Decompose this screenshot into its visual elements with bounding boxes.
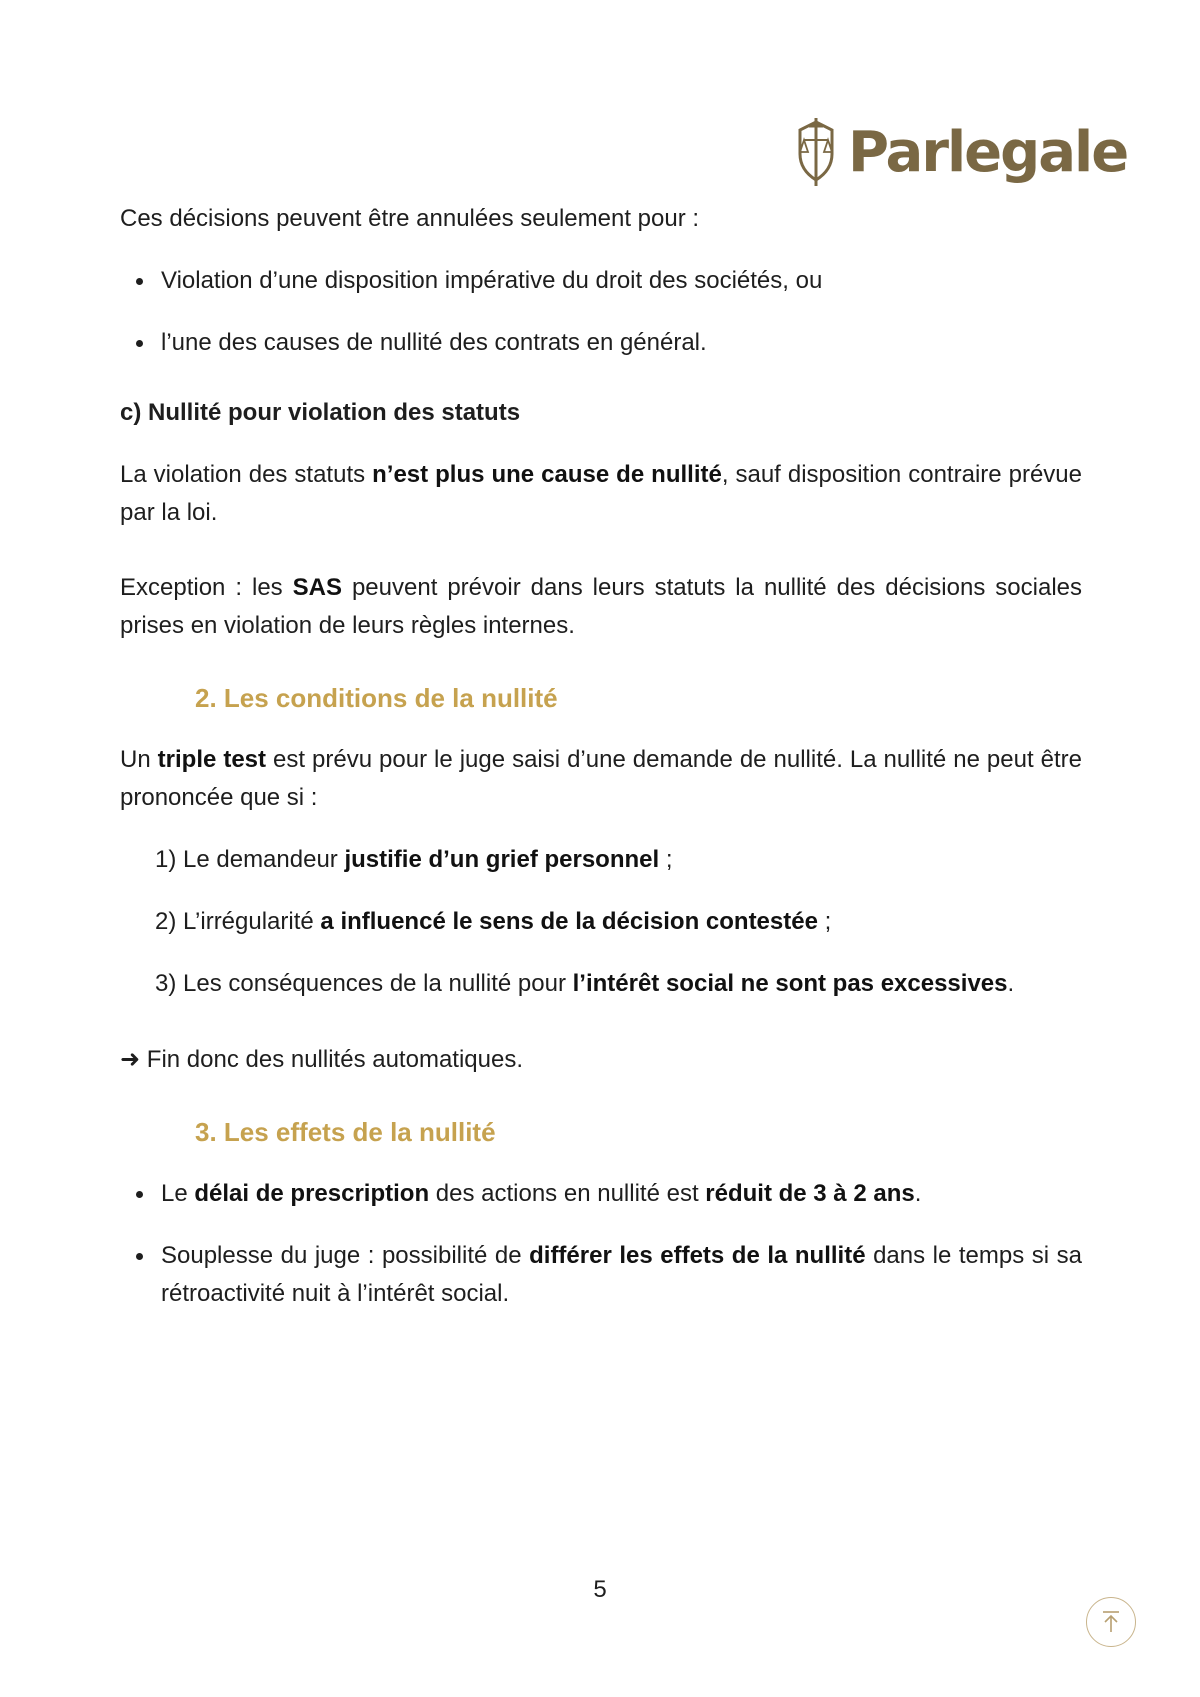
intro-paragraph: Ces décisions peuvent être annulées seulement pour : — [120, 205, 700, 232]
text-run: Un — [120, 746, 158, 773]
list-item: l’une des causes de nullité des contrats en général. — [120, 324, 1082, 362]
effects-list — [120, 1175, 1082, 1313]
exception-paragraph — [120, 569, 1082, 645]
list-item — [120, 1175, 1082, 1213]
bold-text: a influencé le sens de la décision contestée — [320, 908, 818, 935]
text-run: 1) Le demandeur — [155, 846, 345, 873]
text-run: 2) L’irrégularité — [155, 908, 321, 935]
page-number: 5 — [593, 1576, 607, 1603]
list-item — [155, 965, 1082, 1003]
list-item — [155, 841, 1082, 879]
bold-text: SAS — [292, 574, 342, 601]
text-run: dans le temps si sa rétroactivité nuit à l’intérêt social. — [161, 1242, 1082, 1307]
bold-text: triple test — [157, 746, 267, 773]
triple-test-paragraph — [120, 741, 1082, 817]
text-run: ; — [659, 846, 673, 873]
text-run: Fin donc des nullités automatiques. — [140, 1046, 523, 1073]
bold-text: différer les effets de la nullité — [529, 1242, 866, 1269]
conclusion-line — [120, 1041, 1082, 1079]
section-title-effects: 3. Les effets de la nullité — [195, 1117, 496, 1147]
text-run: , sauf disposition contraire prévue par la loi. — [120, 461, 1082, 526]
list-item — [155, 903, 1082, 941]
text-run: Souplesse du juge : possibilité de — [161, 1242, 530, 1269]
bold-text: n’est plus une cause de nullité — [372, 461, 722, 488]
section-title-conditions: 2. Les conditions de la nullité — [195, 683, 558, 713]
statuts-paragraph — [120, 456, 1082, 532]
text-run: . — [914, 1180, 922, 1207]
text-run: Exception : les — [120, 574, 293, 601]
text-run: ; — [817, 908, 832, 935]
text-run: La violation des statuts — [120, 461, 373, 488]
text-run: peuvent prévoir dans leurs statuts la nullité des décisions sociales prises en violation de leurs règles internes. — [120, 574, 1082, 639]
brand-logo — [794, 118, 1127, 188]
list-item — [120, 1237, 1082, 1313]
text-run: est prévu pour le juge saisi d’une demande de nullité. La nullité ne peut être prononcée que si : — [120, 746, 1082, 811]
shield-scales-sword-icon — [794, 118, 838, 188]
conditions-list — [120, 841, 1082, 1003]
brand-name: Parlegale — [848, 120, 1128, 185]
text-run: . — [1007, 970, 1015, 997]
right-arrow-icon: ➜ — [120, 1046, 141, 1073]
bold-text: réduit de 3 à 2 ans — [705, 1180, 915, 1207]
nullity-causes-list — [120, 262, 1082, 362]
bold-text: l’intérêt social ne sont pas excessives — [572, 970, 1008, 997]
bold-text: délai de prescription — [194, 1180, 430, 1207]
back-to-top-button[interactable] — [1086, 1597, 1136, 1647]
text-run: 3) Les conséquences de la nullité pour — [155, 970, 573, 997]
list-item: Violation d’une disposition impérative du droit des sociétés, ou — [120, 262, 1082, 300]
text-run: Le — [161, 1180, 195, 1207]
subheading-statuts: c) Nullité pour violation des statuts — [120, 399, 521, 426]
arrow-up-to-top-icon — [1098, 1609, 1124, 1635]
bold-text: justifie d’un grief personnel — [344, 846, 660, 873]
main-content — [120, 200, 1082, 1313]
text-run: des actions en nullité est — [429, 1180, 706, 1207]
